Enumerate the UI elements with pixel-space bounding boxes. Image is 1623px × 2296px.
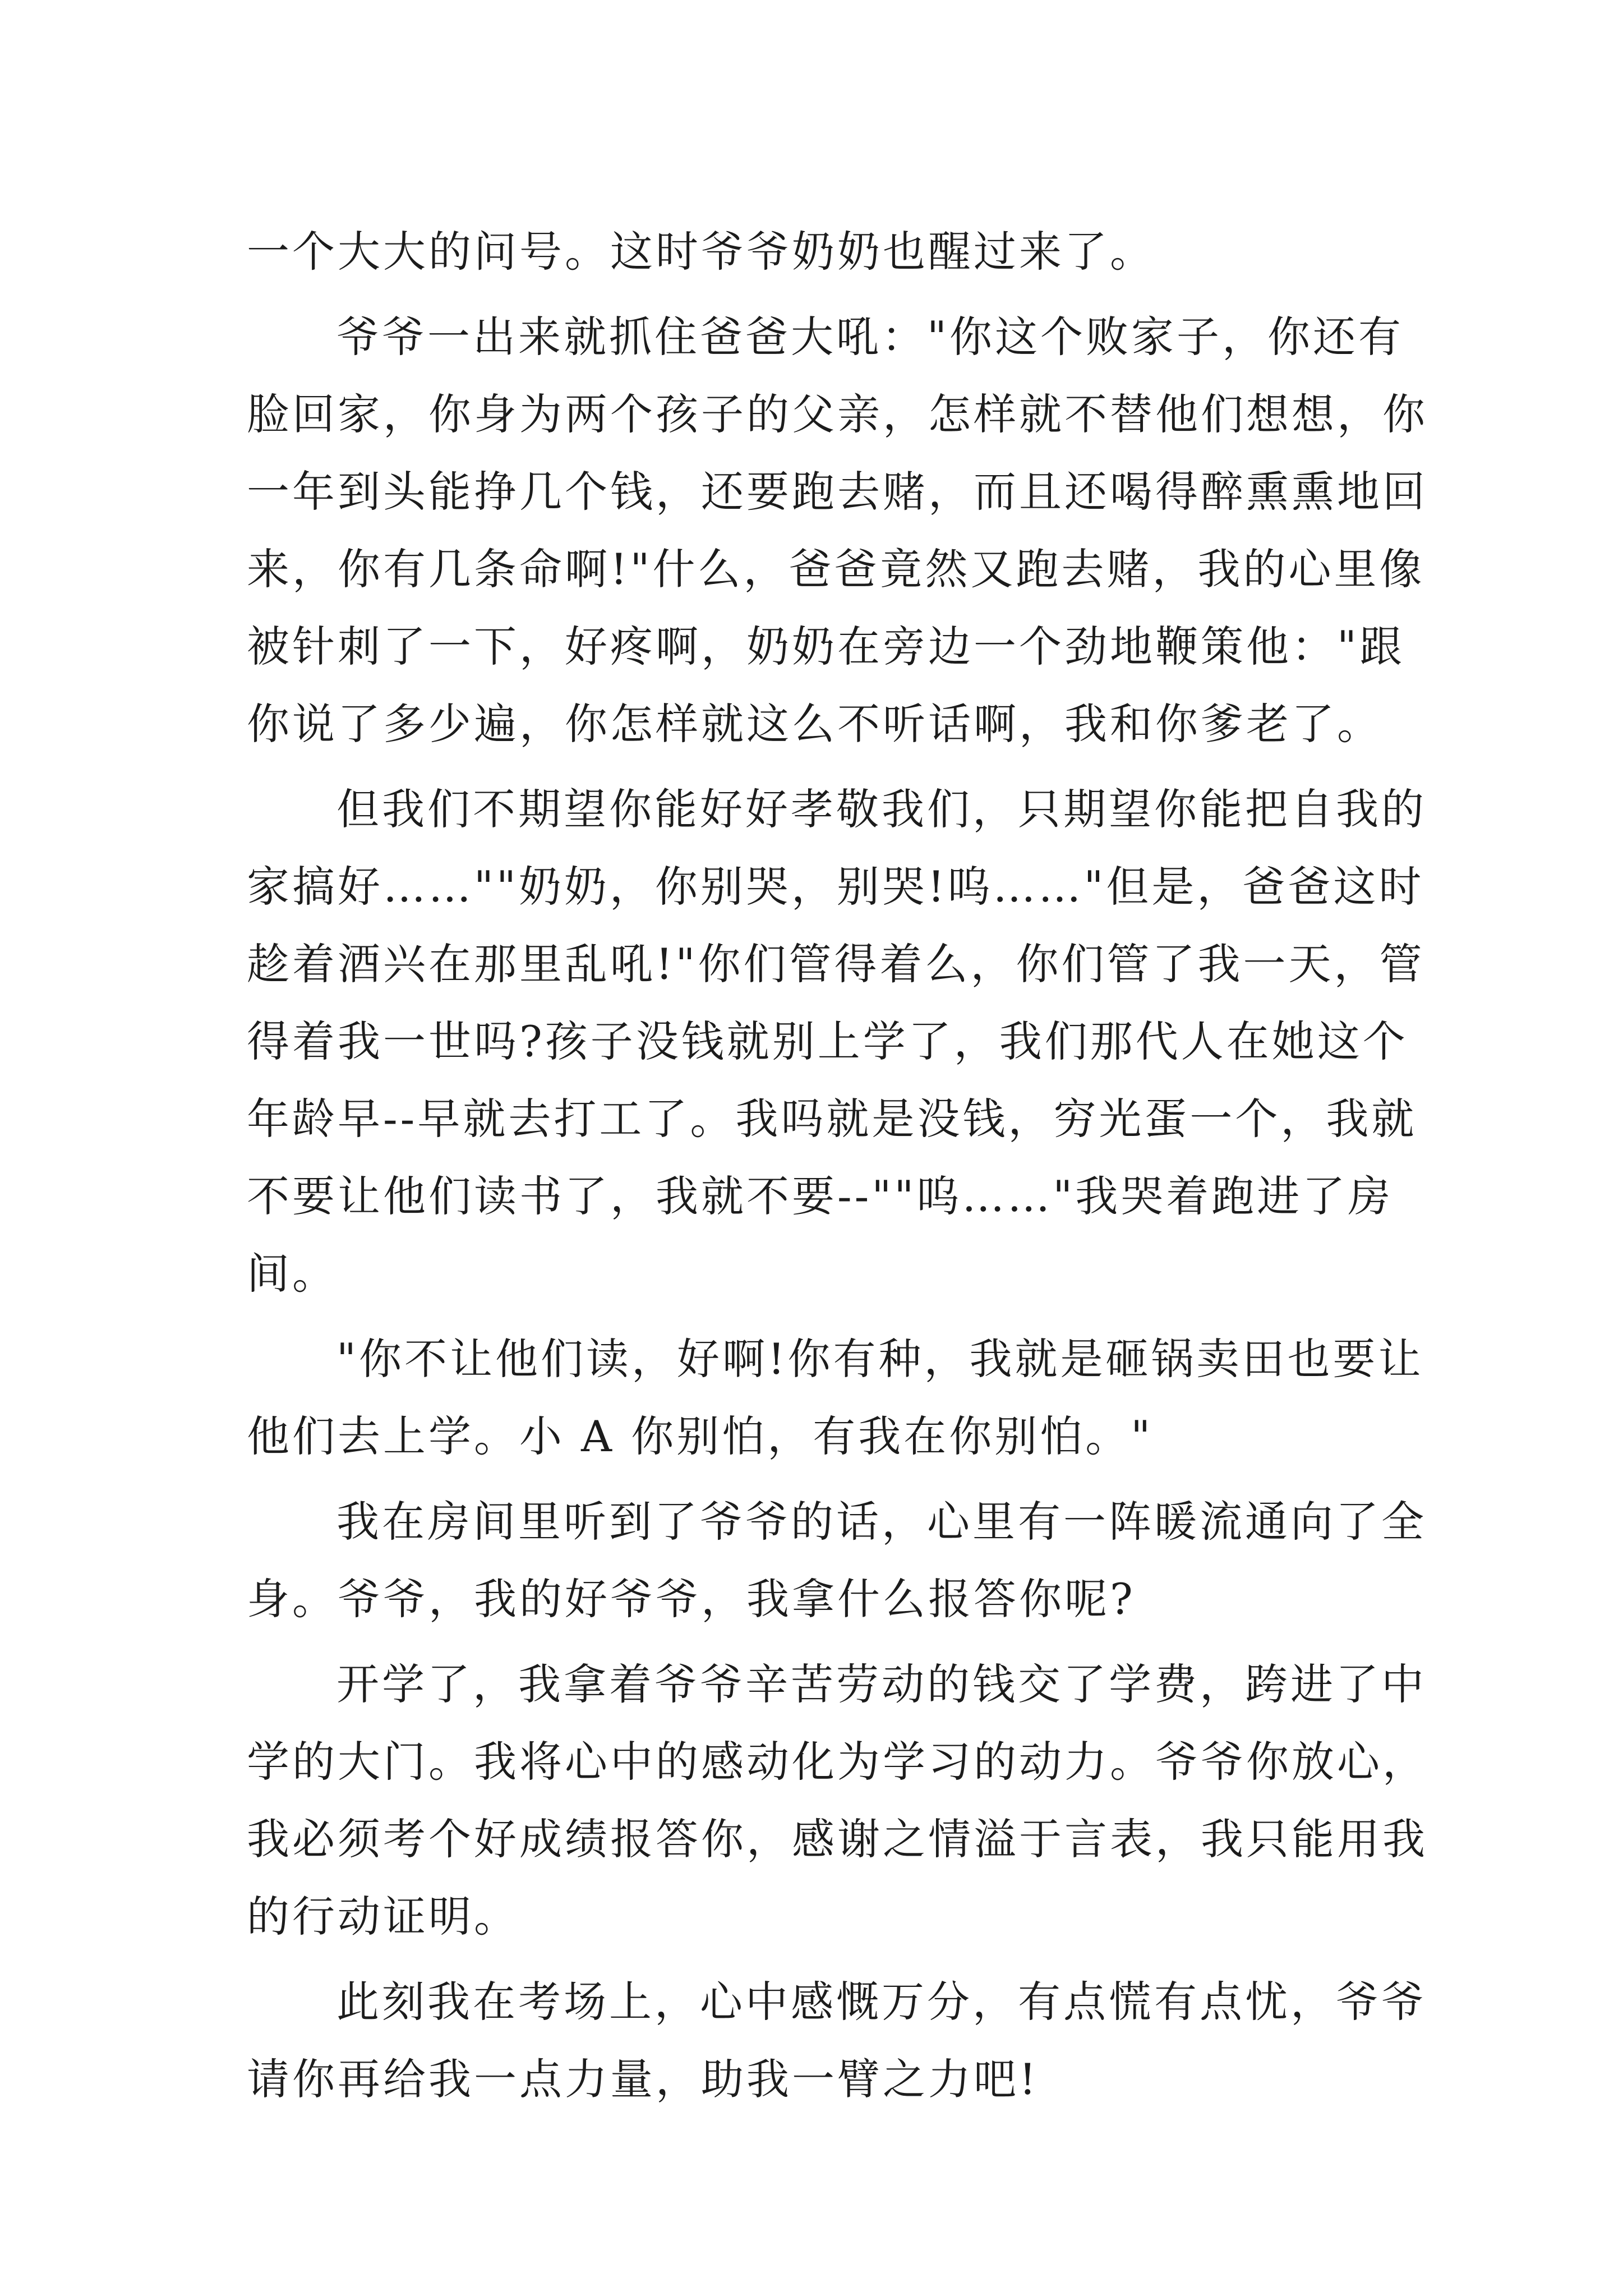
text-line: 开学了，我拿着爷爷辛苦劳动的钱交了学费，跨进了中 bbox=[336, 1659, 1427, 1709]
text-line: 的行动证明。 bbox=[247, 1892, 519, 1941]
text-line: 但我们不期望你能好好孝敬我们，只期望你能把自我的 bbox=[336, 784, 1427, 834]
text-line: 年龄早--早就去打工了。我吗就是没钱，穷光蛋一个，我就 bbox=[247, 1094, 1417, 1144]
text-line: 家搞好……""奶奶，你别哭，别哭!呜……"但是，爸爸这时 bbox=[247, 862, 1424, 912]
text-line: 一个大大的问号。这时爷爷奶奶也醒过来了。 bbox=[247, 227, 1155, 277]
text-line: 我在房间里听到了爷爷的话，心里有一阵暖流通向了全 bbox=[336, 1497, 1427, 1547]
text-line: 请你再给我一点力量，助我一臂之力吧! bbox=[247, 2054, 1039, 2104]
text-line: 趁着酒兴在那里乱吼!"你们管得着么，你们管了我一天，管 bbox=[247, 939, 1425, 989]
text-line: 不要让他们读书了，我就不要--""呜……"我哭着跑进了房 bbox=[247, 1171, 1394, 1221]
text-line: 他们去上学。小 A 你别怕，有我在你别怕。" bbox=[247, 1411, 1154, 1461]
text-line: 一年到头能挣几个钱，还要跑去赌，而且还喝得醉熏熏地回 bbox=[247, 467, 1428, 517]
text-line: 爷爷一出来就抓住爸爸大吼："你这个败家子，你还有 bbox=[336, 312, 1404, 362]
text-line: 我必须考个好成绩报答你，感谢之情溢于言表，我只能用我 bbox=[247, 1814, 1428, 1864]
text-line: 间。 bbox=[247, 1249, 338, 1299]
text-line: "你不让他们读，好啊!你有种，我就是砸锅卖田也要让 bbox=[336, 1334, 1424, 1384]
text-line: 得着我一世吗?孩子没钱就别上学了，我们那代人在她这个 bbox=[247, 1016, 1408, 1066]
text-line: 脸回家，你身为两个孩子的父亲，怎样就不替他们想想，你 bbox=[247, 389, 1428, 439]
essay-body bbox=[247, 213, 1428, 2118]
text-line: 你说了多少遍，你怎样就这么不听话啊，我和你爹老了。 bbox=[247, 699, 1382, 749]
text-line: 身。爷爷，我的好爷爷，我拿什么报答你呢? bbox=[247, 1574, 1136, 1624]
text-line: 被针刺了一下，好疼啊，奶奶在旁边一个劲地鞭策他："跟 bbox=[247, 622, 1405, 671]
text-line: 此刻我在考场上，心中感慨万分，有点慌有点忧，爷爷 bbox=[336, 1977, 1427, 2027]
text-line: 学的大门。我将心中的感动化为学习的动力。爷爷你放心， bbox=[247, 1737, 1428, 1787]
text-line: 来，你有几条命啊!"什么，爸爸竟然又跑去赌，我的心里像 bbox=[247, 544, 1425, 594]
